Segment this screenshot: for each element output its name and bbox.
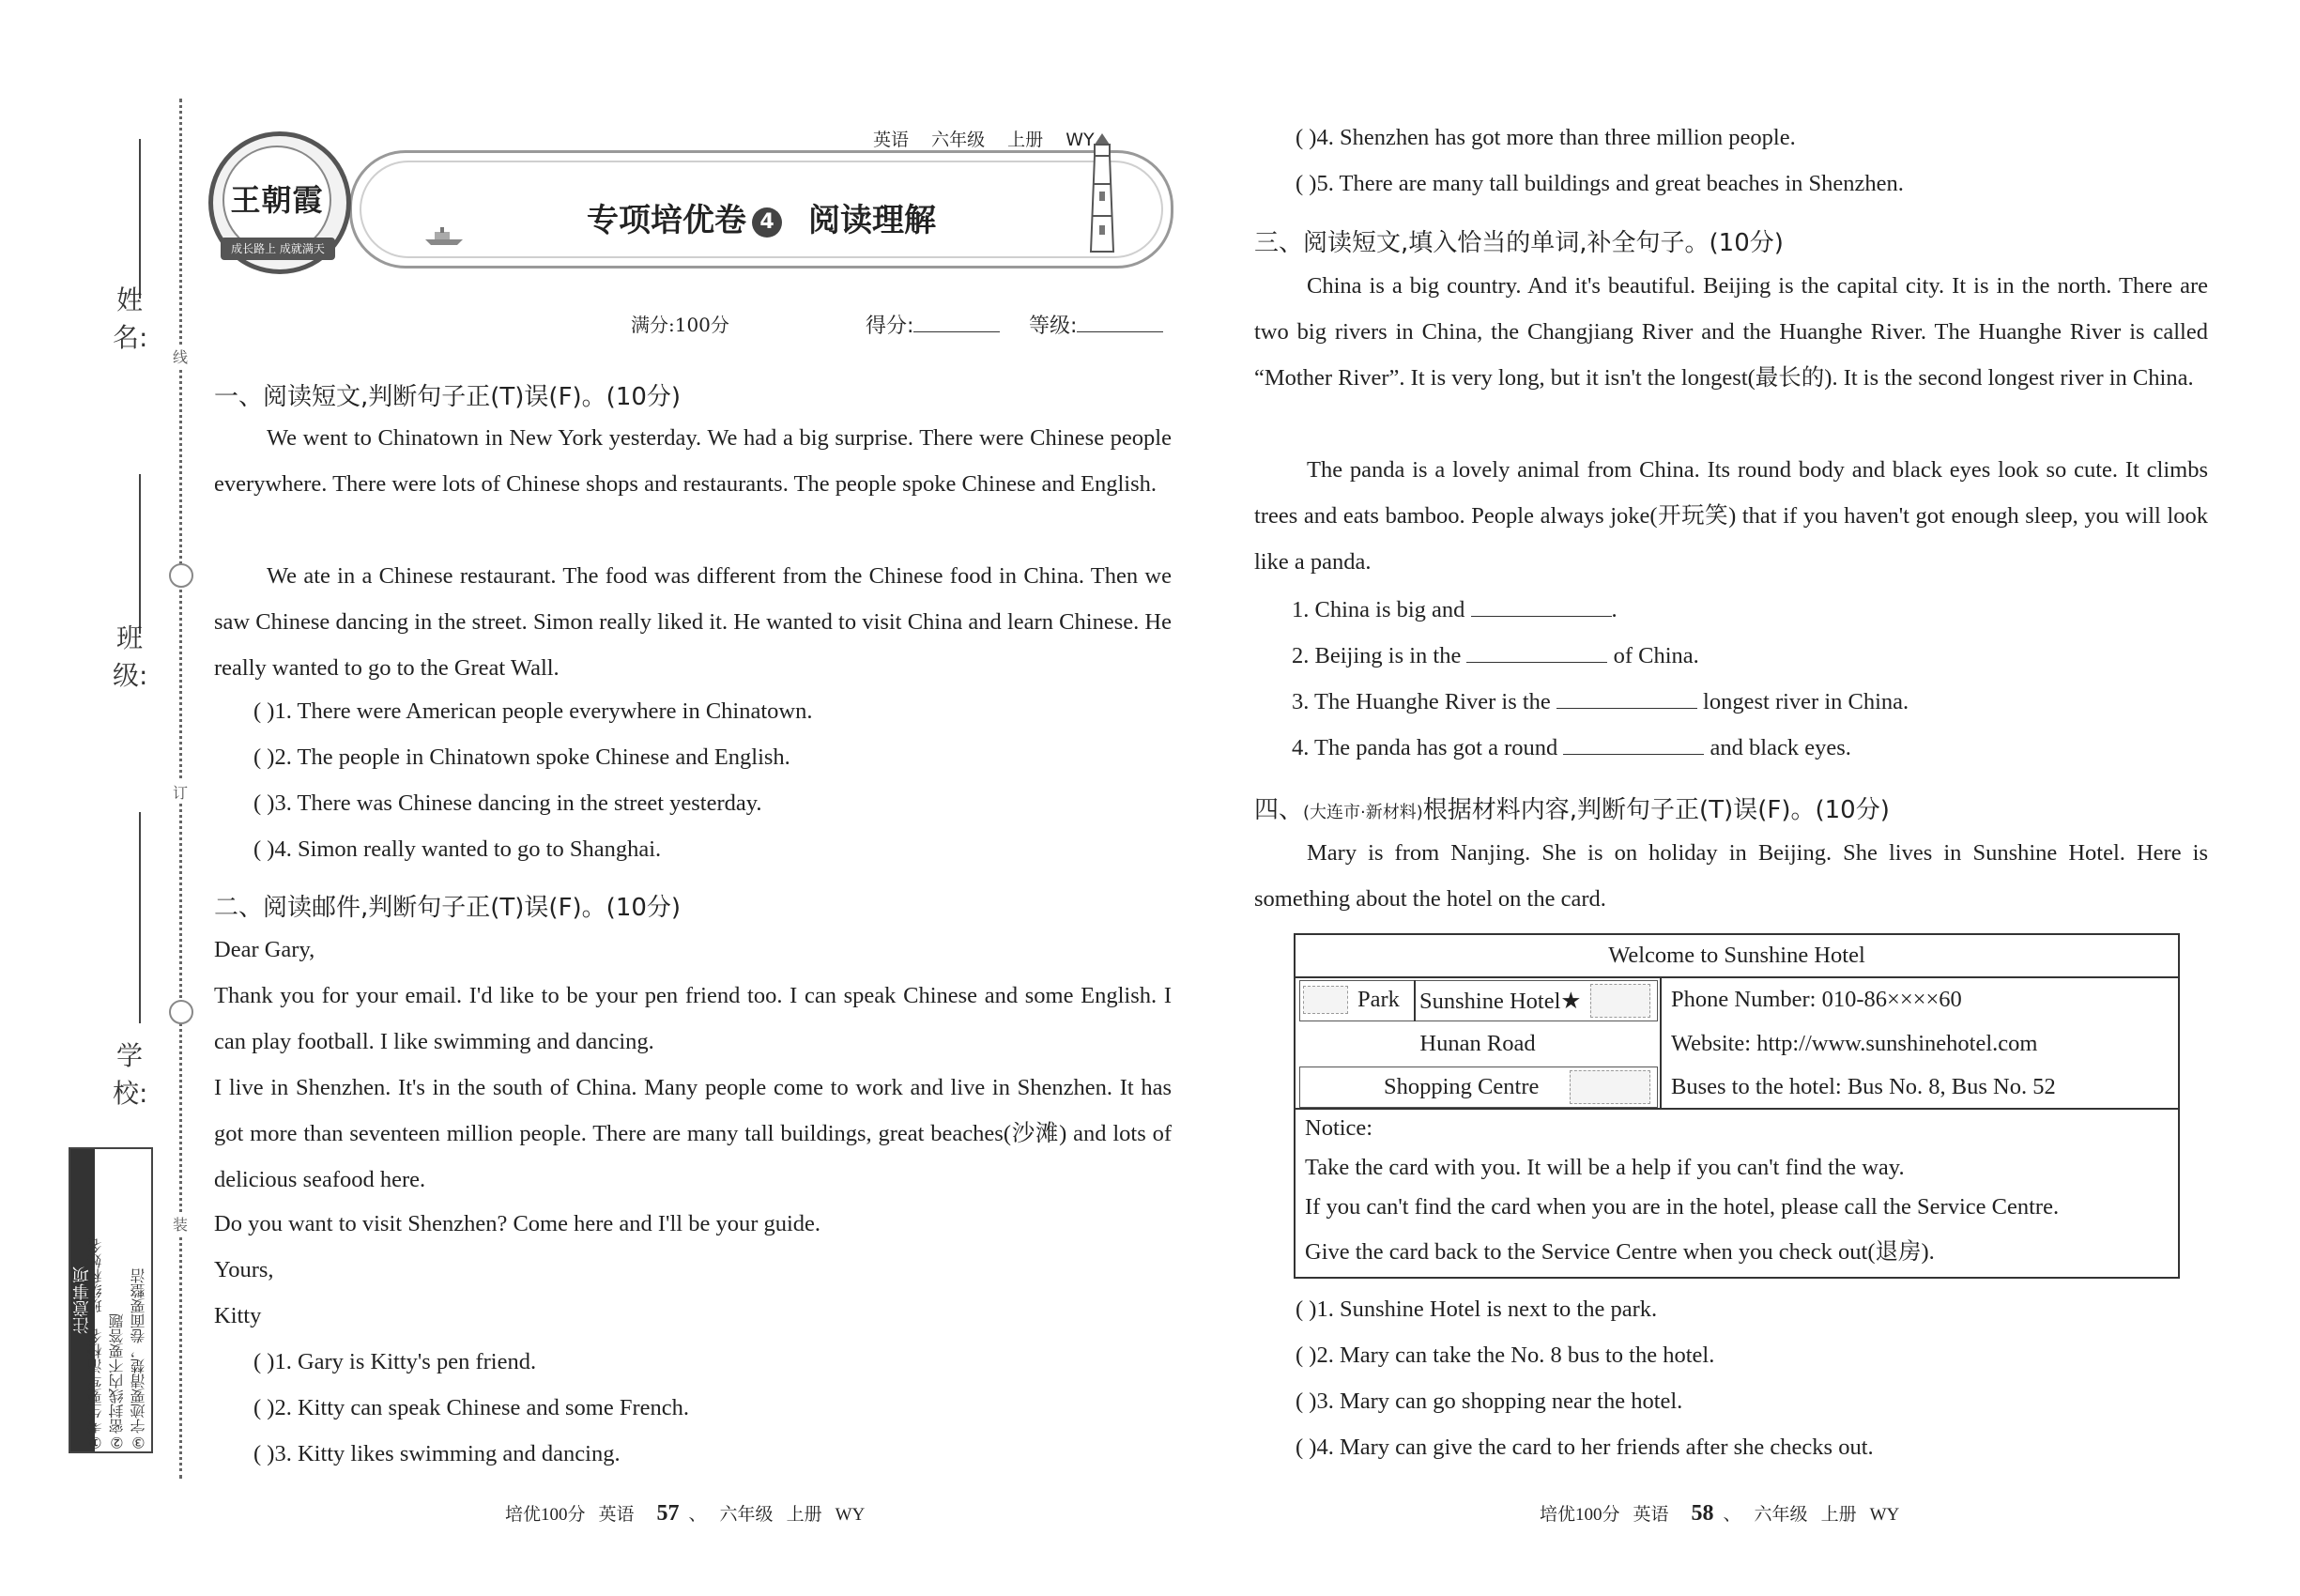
seal-circle (169, 563, 193, 588)
section-3-question: 3. The Huanghe River is the longest river in China. (1292, 689, 1909, 714)
email-closing: Yours, (214, 1257, 274, 1282)
section-2-question: ( )3. Kitty likes swimming and dancing. (253, 1441, 621, 1466)
section-1-passage-2: We ate in a Chinese restaurant. The food was different from the Chinese food in China. Then we saw Chinese dancing in the street. Simon really liked it. He wanted to visit China and learn Chinese. He really wanted to go to the Great Wall. (214, 563, 1172, 681)
hotel-card (1294, 933, 2180, 1279)
seal-char-2: 订 (165, 781, 195, 803)
class-write-line (139, 474, 141, 634)
section-1-question: ( )1. There were American people everywhere in Chinatown. (253, 698, 813, 724)
section-1-question: ( )2. The people in Chinatown spoke Chinese and English. (253, 744, 790, 770)
class-label: 班 级: (113, 622, 148, 691)
section-1-question: ( )3. There was Chinese dancing in the street yesterday. (253, 790, 762, 816)
title-number-badge: 4 (752, 207, 782, 238)
section-4-question: ( )3. Mary can go shopping near the hotel. (1296, 1389, 1683, 1414)
score-field: 得分: (866, 310, 1000, 339)
hotel-buses: Buses to the hotel: Bus No. 8, Bus No. 52 (1671, 1074, 2056, 1099)
email-paragraph-3: Do you want to visit Shenzhen? Come here and I'll be your guide. (214, 1211, 821, 1236)
map-park: Park (1357, 987, 1400, 1012)
brand-logo: 王朝霞 成长路上 成就满天 (208, 131, 351, 274)
name-label: 姓 名: (113, 284, 148, 353)
section-2-question: ( )1. Gary is Kitty's pen friend. (253, 1349, 537, 1374)
email-signature: Kitty (214, 1303, 262, 1328)
answer-blank[interactable] (1556, 708, 1697, 709)
notice-line: ①考生要写清校名、班级和姓名 (86, 1238, 104, 1451)
section-1-title: 一、阅读短文,判断句子正(T)误(F)。(10分) (214, 383, 682, 411)
section-2-title: 二、阅读邮件,判断句子正(T)误(F)。(10分) (214, 894, 682, 922)
page-title: 专项培优卷 4 阅读理解 (587, 202, 936, 239)
section-2-question: ( )2. Kitty can speak Chinese and some French. (253, 1395, 690, 1420)
page-number: 57 (656, 1501, 680, 1526)
name-write-line (139, 139, 141, 299)
section-2-question: ( )5. There are many tall buildings and great beaches in Shenzhen. (1296, 171, 1904, 196)
section-4-question: ( )1. Sunshine Hotel is next to the park. (1296, 1297, 1658, 1322)
notice-box (69, 1147, 153, 1453)
shop-sketch-icon (1570, 1070, 1650, 1104)
tag-edition: WY (1066, 130, 1095, 150)
notice-line: Take the card with you. It will be a help if you can't find the way. (1305, 1155, 1905, 1180)
section-1-passage-1: We went to Chinatown in New York yesterday. We had a big surprise. There were Chinese people everywhere. There were lots of Chinese shops and restaurants. The people spoke Chinese and English. (214, 425, 1172, 497)
tag-subject: 英语 (873, 130, 910, 150)
park-sketch-icon (1303, 986, 1348, 1014)
tag-term: 上册 (1007, 130, 1044, 150)
page-number: 58 (1691, 1501, 1714, 1526)
map-hotel: Sunshine Hotel★ (1419, 989, 1582, 1014)
email-paragraph-2: I live in Shenzhen. It's in the south of China. Many people come to work and live in Shenzhen. It has got more than seventeen million people. There are many tall buildings, great beaches(沙滩) and lots of delicious seafood here. (214, 1075, 1172, 1192)
section-3-question: 1. China is big and . (1292, 597, 1618, 622)
email-greeting: Dear Gary, (214, 937, 315, 962)
answer-blank[interactable] (1471, 616, 1612, 617)
seal-char-3: 装 (165, 1213, 195, 1235)
meta-tags (873, 126, 1112, 151)
notice-line: ③字迹要清楚，卷面要整洁 (130, 1268, 147, 1451)
full-score: 满分:100分 (631, 314, 729, 336)
grade-field: 等级: (1029, 310, 1163, 339)
section-1-question: ( )4. Simon really wanted to go to Shanghai. (253, 836, 662, 862)
section-3-title: 三、阅读短文,填入恰当的单词,补全句子。(10分) (1254, 229, 1784, 257)
logo-slogan: 成长路上 成就满天 (221, 238, 335, 260)
section-3-question: 4. The panda has got a round and black eyes. (1292, 735, 1851, 760)
section-2-question: ( )4. Shenzhen has got more than three million people. (1296, 125, 1796, 150)
email-paragraph-1: Thank you for your email. I'd like to be your pen friend too. I can speak Chinese and some English. I can play football. I like swimming and dancing. (214, 983, 1172, 1054)
lighthouse-icon (1081, 131, 1123, 255)
section-4-title: 四、(大连市·新材料)根据材料内容,判断句子正(T)误(F)。(10分) (1254, 796, 1890, 824)
hotel-phone: Phone Number: 010-86××××60 (1671, 987, 1962, 1012)
answer-blank[interactable] (1563, 754, 1704, 755)
seal-circle (169, 1000, 193, 1024)
section-3-passage-1: China is a big country. And it's beautiful. Beijing is the capital city. It is in the north. There are two big rivers in China, the Changjiang River and the Huanghe River. The Huanghe River is called “Mother River”. It is very long, but it isn't the longest(最长的). It is the second longest river in China. (1254, 273, 2208, 391)
notice-line: If you can't find the card when you are in the hotel, please call the Service Centre. (1305, 1194, 2060, 1220)
map-shopping: Shopping Centre (1384, 1074, 1540, 1099)
notice-label: Notice: (1305, 1115, 1373, 1141)
section-4-passage: Mary is from Nanjing. She is on holiday in Beijing. She lives in Sunshine Hotel. Here is something about the hotel on the card. (1254, 840, 2208, 912)
notice-line: ②密封线内不要答题 (108, 1313, 126, 1451)
answer-blank[interactable] (1466, 662, 1607, 663)
title-banner (349, 150, 1173, 269)
page-footer-right: 培优100分 英语 58 、 六年级 上册 WY (1540, 1501, 1900, 1526)
seal-char-1: 线 (165, 345, 195, 367)
page-footer-left: 培优100分 英语 57 、 六年级 上册 WY (505, 1501, 866, 1526)
ship-icon (423, 226, 465, 247)
card-title: Welcome to Sunshine Hotel (1608, 943, 1865, 968)
section-3-question: 2. Beijing is in the of China. (1292, 643, 1699, 668)
school-write-line (139, 812, 141, 1023)
section-4-question: ( )2. Mary can take the No. 8 bus to the hotel. (1296, 1343, 1715, 1368)
tag-grade: 六年级 (931, 130, 986, 150)
notice-line: Give the card back to the Service Centre when you check out(退房). (1305, 1239, 1935, 1265)
section-3-passage-2: The panda is a lovely animal from China. Its round body and black eyes look so cute. It climbs trees and eats bamboo. People always joke(开玩笑) that if you haven't got enough sleep, you will look like a panda. (1254, 457, 2208, 575)
section-4-question: ( )4. Mary can give the card to her friends after she checks out. (1296, 1435, 1874, 1460)
hotel-sketch-icon (1590, 984, 1650, 1018)
school-label: 学 校: (113, 1040, 148, 1109)
hotel-website: Website: http://www.sunshinehotel.com (1671, 1031, 2038, 1056)
notice-title: 注意事项 (70, 1149, 95, 1451)
map-road: Hunan Road (1419, 1031, 1536, 1056)
